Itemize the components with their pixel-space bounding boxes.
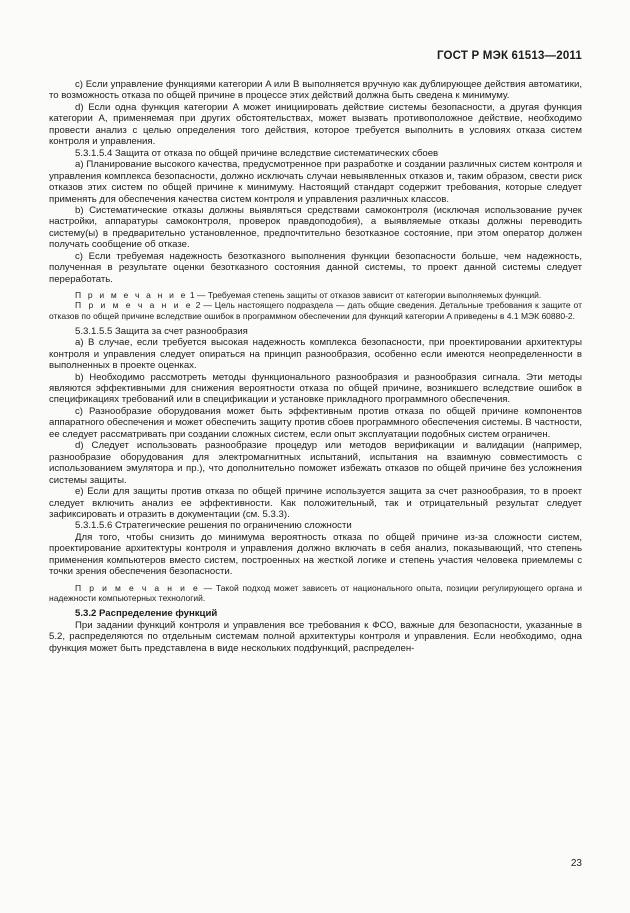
page-number: 23: [570, 858, 582, 869]
paragraph-e3: e) Если для защиты против отказа по общей причине используется защита за счет разнообразия, то в проект следует включить анализ ее эффективности. Как положительный, так и отрицательный результат следует зафиксировать и отразить в документации (см. 5.3.3).: [49, 486, 582, 521]
section-heading-5-3-2: 5.3.2 Распределение функций: [75, 608, 218, 620]
note-1: [49, 290, 582, 300]
note-3: [49, 583, 582, 603]
note-2-label: П р и м е ч а н и е: [75, 300, 193, 311]
paragraph-d3: d) Следует использовать разнообразие процедур или методов верификации и валидации (например, разнообразие оборудования для электромагнитных испытаний, испытания на взаимную совместимость с использованием эмулятора и пр.), что дополнительно поможет избежать отказов по общей причине без усложнения системы защиты.: [49, 440, 582, 486]
paragraph-a2: a) Планирование высокого качества, предусмотренное при разработке и создании различных систем контроля и управления комплекса безопасности, должно исключать случаи невыявленных отказов и, таким образом, свести риск отказов этих систем по общей причине к минимуму. Настоящий стандарт содержит требования, которые следует применять для обеспечения качества систем контроля и управления различных классов.: [49, 159, 582, 205]
paragraph-complexity: Для того, чтобы снизить до минимума вероятность отказа по общей причине из-за сложности систем, проектирование архитектуры контроля и управления должно включать в себя анализ, показывающий, что степень применения компьютеров вместо систем, построенных на жесткой логике и степень участия человека приемлемы с точки зрения обеспечения безопасности.: [49, 531, 582, 578]
note-2: [49, 300, 582, 320]
section-heading-5-3-1-5-5: 5.3.1.5.5 Защита за счет разнообразия: [75, 325, 248, 337]
paragraph-c3: c) Разнообразие оборудования может быть эффективным против отказа по общей причине компонентов аппаратного обеспечения и может обеспечить защиту против сбоев программного обеспечения системы. В частности, ее следует рассматривать при создании сложных систем, если опыт эксплуатации подобных систем ограничен.: [49, 405, 582, 440]
paragraph-c1: c) Если управление функциями категории A или B выполняется вручную как дублирующее действия автоматики, то возможность отказа по общей причине в процессе этих действий должна быть сведена к минимуму.: [49, 79, 582, 102]
paragraph-allocation: При задании функций контроля и управления все требования к ФСО, важные для безопасности, указанные в 5.2, распределяются по отдельным системам полной архитектуры контроля и управления. Если необходимо, одна функция может быть представлена в виде нескольких подфункций, распределен-: [49, 619, 582, 654]
section-heading-5-3-1-5-6: 5.3.1.5.6 Стратегические решения по ограничению сложности: [75, 520, 352, 532]
paragraph-b2: b) Систематические отказы должны выявляться средствами самоконтроля (исключая использование ручек настройки, аппаратуры самоконтроля, проверок правдоподобия), а выявляемые отказы должны переводить систему(ы) в предварительно установленное, предпочтительно безотказное состояние, при этом оператор должен получать сообщение об отказе.: [49, 204, 582, 251]
paragraph-c2: c) Если требуемая надежность безотказного выполнения функции безопасности больше, чем надежность, полученная в результате оценки безотказного состояния данной системы, то проект данной системы следует переработать.: [49, 250, 582, 285]
page-body: [49, 79, 582, 654]
paragraph-a3: a) В случае, если требуется высокая надежность комплекса безопасности, при проектировании архитектуры контроля и управления следует опираться на принцип разнообразия, особенно если имеются неопределенности в выполненных в проекте оценках.: [49, 337, 582, 372]
note-3-text: — Такой подход может зависеть от национального опыта, позиции регулирующего органа и надежности компьютерных технологий.: [49, 582, 582, 603]
note-2-text: 2 — Цель настоящего подраздела — дать общие сведения. Детальные требования к защите от отказов по общей причине вследствие ошибок в программном обеспечении для функций категории A приведены в 4.1 МЭК 60880-2.: [49, 300, 582, 321]
note-1-label: П р и м е ч а н и е: [75, 290, 188, 301]
document-header: ГОСТ Р МЭК 61513—2011: [436, 50, 582, 62]
paragraph-b3: b) Необходимо рассмотреть методы функционального разнообразия и разнообразия сигнала. Эти методы являются эффективными для снижения вероятности отказа по общей причине, возникшего вследствие ошибок в спецификациях требований или в спецификации и установке прикладного программного обеспечения.: [49, 371, 582, 406]
note-1-text: 1 — Требуемая степень защиты от отказов зависит от категории выполняемых функций.: [187, 290, 542, 301]
section-heading-5-3-1-5-4: 5.3.1.5.4 Защита от отказа по общей причине вследствие систематических сбоев: [75, 147, 439, 159]
paragraph-d1: d) Если одна функция категории A может инициировать действие системы безопасности, а другая функция категории A, применяемая при других обстоятельствах, может вызвать противоположное действие, необходимо провести анализ с целью определения того действия, которое требуется выполнить в условиях отказа систем контроля и управления.: [49, 101, 582, 148]
note-3-label: П р и м е ч а н и е: [75, 582, 200, 593]
